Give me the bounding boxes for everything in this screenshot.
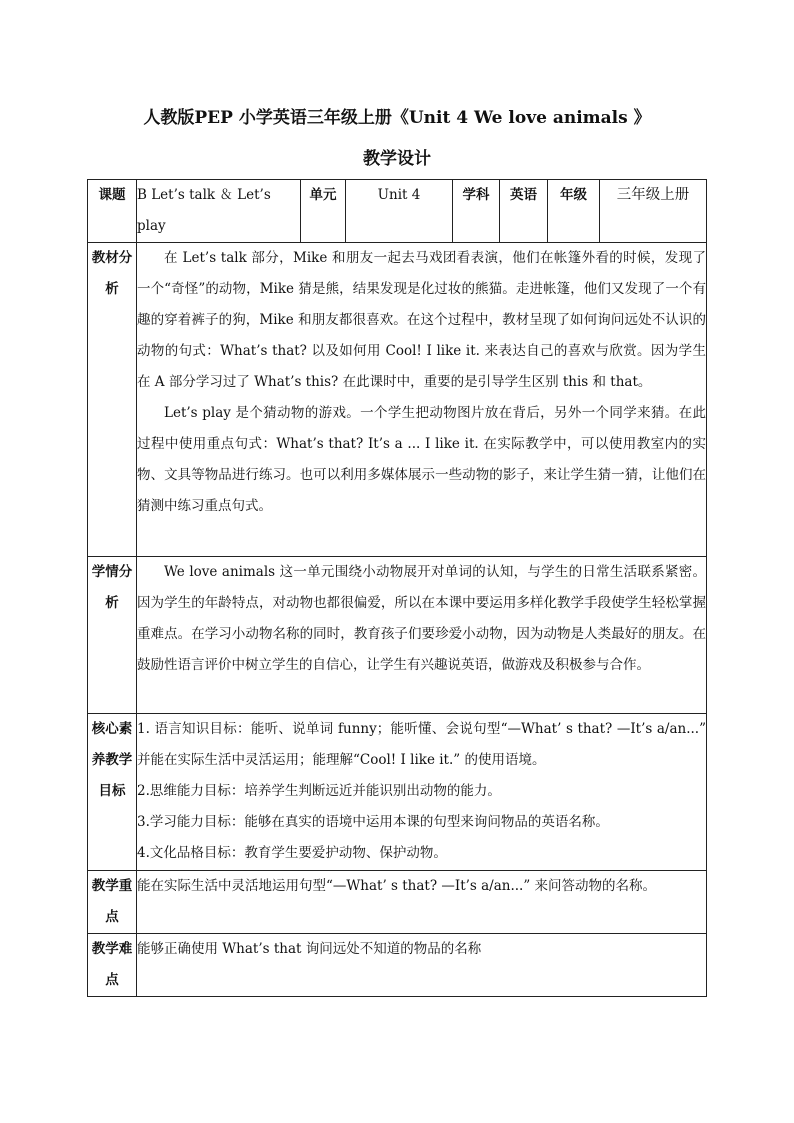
- unit-value: Unit 4: [346, 180, 453, 243]
- student-analysis-paragraph: We love animals 这一单元围绕小动物展开对单词的认知，与学生的日常生活联系紧密。因为学生的年龄特点，对动物也都很偏爱，所以在本课中要运用多样化教学手段使学生轻松掌握重难点。在学习小动物名称的同时，教育孩子们要珍爱小动物，因为动物是人类最好的朋友。在鼓励性语言评价中树立学生的自信心，让学生有兴趣说英语，做游戏及积极参与合作。: [137, 564, 706, 673]
- core-literacy-label: 核心素养教学目标: [88, 714, 137, 871]
- core-literacy-item: 1. 语言知识目标：能听、说单词 funny；能听懂、会说句型“—What’ s that? —It’s a/an...” 并能在实际生活中灵活运用；能理解“Cool! I like it.” 的使用语境。: [137, 721, 706, 768]
- core-literacy-row: [88, 714, 707, 871]
- core-literacy-item: 4.文化品格目标：教育学生要爱护动物、保护动物。: [137, 845, 447, 861]
- student-analysis-label: 学情分析: [88, 557, 137, 714]
- grade-value: 三年级上册: [600, 180, 707, 243]
- material-analysis-paragraph: Let’s play 是个猜动物的游戏。一个学生把动物图片放在背后，另外一个同学来猜。在此过程中使用重点句式：What’s that? It’s a ... I like it. 在实际教学中，可以使用教室内的实物、文具等物品进行练习。也可以利用多媒体展示一些动物的影子，来让学生猜一猜，让他们在猜测中练习重点句式。: [137, 405, 706, 514]
- header-row: [88, 180, 707, 243]
- key-points-content: 能在实际生活中灵活地运用句型“—What’ s that? —It’s a/an...” 来问答动物的名称。: [137, 871, 707, 934]
- core-literacy-content: [137, 714, 707, 871]
- grade-label: 年级: [548, 180, 600, 243]
- difficult-points-label: 教学难点: [88, 934, 137, 997]
- topic-value: B Let’s talk ＆ Let’s play: [137, 180, 301, 243]
- unit-label: 单元: [301, 180, 346, 243]
- core-literacy-item: 3.学习能力目标：能够在真实的语境中运用本课的句型来询问物品的英语名称。: [137, 814, 609, 830]
- key-points-label: 教学重点: [88, 871, 137, 934]
- material-analysis-label: 教材分析: [88, 243, 137, 557]
- document-subtitle: 教学设计: [363, 149, 431, 169]
- document-title: 人教版PEP 小学英语三年级上册《Unit 4 We love animals 》: [143, 108, 651, 128]
- material-analysis-paragraph: 在 Let’s talk 部分，Mike 和朋友一起去马戏团看表演，他们在帐篷外看的时候，发现了一个“奇怪”的动物，Mike 猜是熊，结果发现是化过妆的熊猫。走进帐篷，他们又发现了一个有趣的穿着裤子的狗，Mike 和朋友都很喜欢。在这个过程中，教材呈现了如何询问远处不认识的动物的句式：What’s that? 以及如何用 Cool! I like it. 来表达自己的喜欢与欣赏。因为学生在 A 部分学习过了 What’s this? 在此课时中，重要的是引导学生区别 this 和 that。: [137, 250, 706, 390]
- subject-label: 学科: [453, 180, 500, 243]
- material-analysis-row: [88, 243, 707, 557]
- topic-label: 课题: [88, 180, 137, 243]
- student-analysis-row: [88, 557, 707, 714]
- student-analysis-content: [137, 557, 707, 714]
- material-analysis-content: [137, 243, 707, 557]
- key-points-row: [88, 871, 707, 934]
- difficult-points-content: 能够正确使用 What’s that 询问远处不知道的物品的名称: [137, 934, 707, 997]
- difficult-points-row: [88, 934, 707, 997]
- core-literacy-item: 2.思维能力目标：培养学生判断远近并能识别出动物的能力。: [137, 783, 501, 799]
- subject-value: 英语: [500, 180, 548, 243]
- lesson-plan-table: [87, 179, 707, 997]
